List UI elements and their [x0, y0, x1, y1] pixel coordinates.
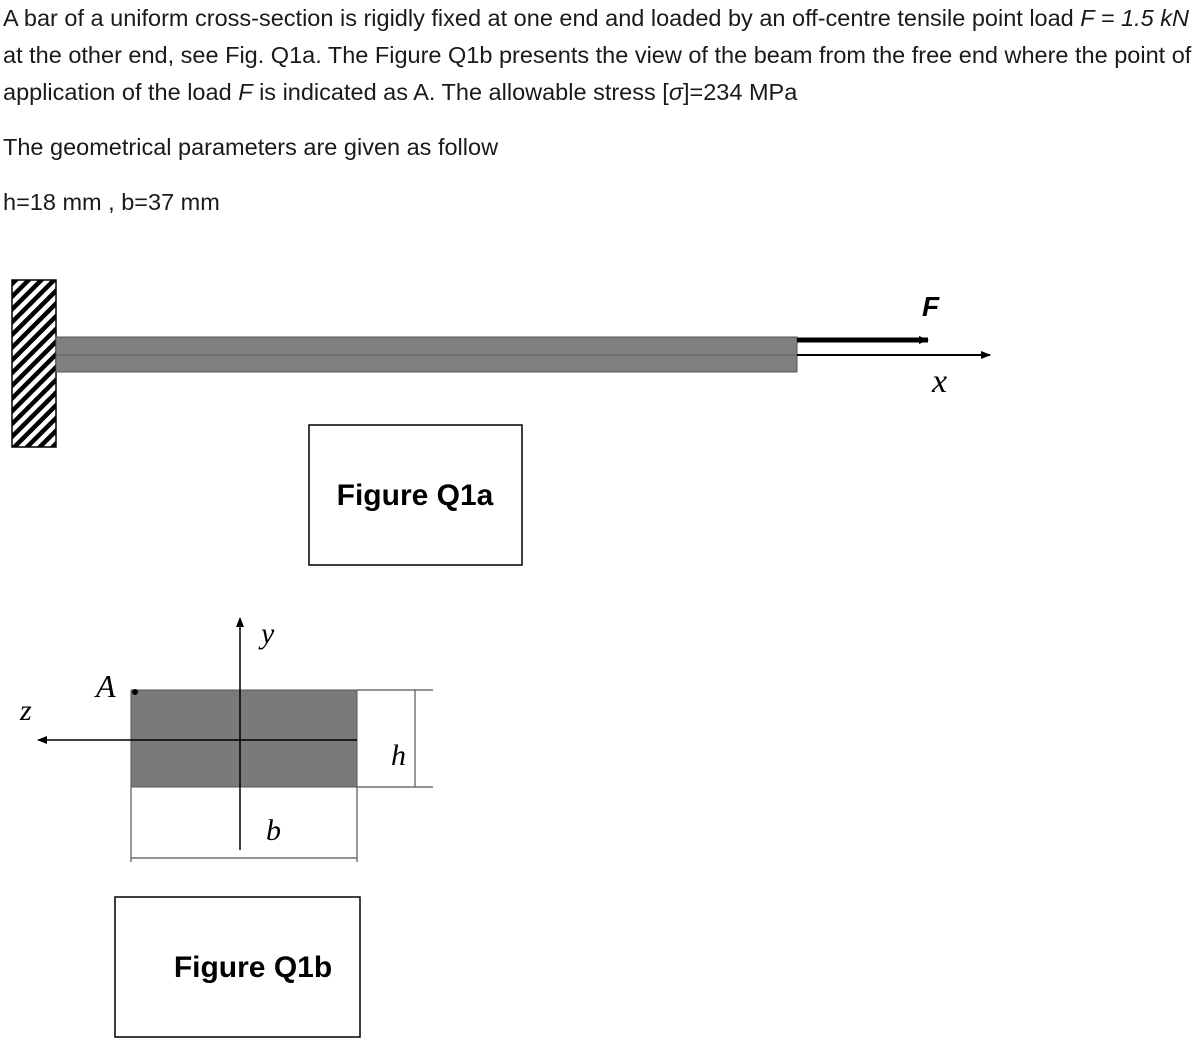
y-axis-label: y — [261, 617, 275, 650]
point-a-label: A — [96, 668, 116, 704]
intro-text-3: is indicated as A. The allowable stress [ — [252, 79, 669, 105]
load-symbol-2: F — [238, 79, 253, 105]
intro-text-2: at the other end, see Fig. Q1a. The Figure Q1b presents the view of the beam from the free end where the point of application of the load — [3, 42, 1192, 105]
force-label: F — [922, 291, 940, 322]
cross-section — [131, 690, 357, 787]
intro-text-4: ]=234 MPa — [682, 79, 798, 105]
figure-q1b — [19, 617, 433, 1037]
b-label: b — [266, 814, 281, 847]
z-axis-label: z — [20, 694, 32, 727]
point-a-marker — [132, 689, 138, 695]
sigma-symbol: σ — [668, 79, 683, 105]
h-label: h — [391, 739, 406, 772]
caption-q1a: Figure Q1a — [336, 479, 494, 512]
x-axis-label: x — [932, 363, 948, 400]
fixed-support — [12, 280, 56, 447]
load-value: = 1.5 kN — [1094, 5, 1189, 31]
geometry-values: h=18 mm , b=37 mm — [3, 189, 220, 215]
load-symbol: F — [1080, 5, 1095, 31]
caption-q1b: Figure Q1b — [173, 951, 333, 984]
figure-q1a — [12, 280, 990, 565]
geometry-intro: The geometrical parameters are given as follow — [3, 134, 499, 160]
intro-text-1: A bar of a uniform cross-section is rigidly fixed at one end and loaded by an off-centre tensile point load — [3, 5, 1081, 31]
